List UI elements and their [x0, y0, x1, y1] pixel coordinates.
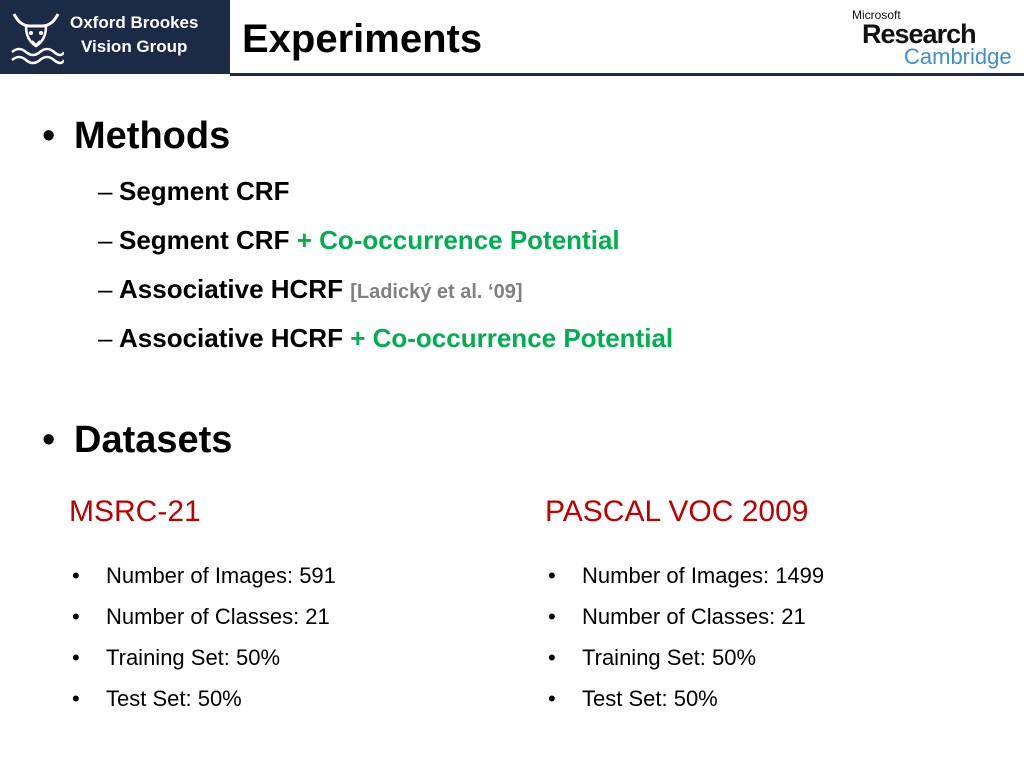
dash-icon: –: [98, 225, 113, 255]
group-logo-line1: Oxford Brookes: [70, 13, 199, 32]
slide-header: [0, 0, 1024, 78]
method-item: [98, 224, 620, 256]
bullet-dot-icon: •: [72, 604, 80, 629]
dataset-title-pascal: PASCAL VOC 2009: [545, 495, 809, 528]
datasets-heading: [42, 418, 232, 462]
dataset-stat-text: Test Set: 50%: [582, 686, 718, 711]
dataset-stat-text: Number of Images: 1499: [582, 563, 825, 588]
dataset-stats-msrc: [72, 563, 492, 727]
dataset-stat: [548, 686, 988, 727]
dataset-stat: [72, 686, 492, 727]
dataset-stat: [548, 645, 988, 686]
bullet-dot-icon: •: [42, 419, 56, 461]
method-item: [98, 273, 523, 308]
method-item-extra: + Co-occurrence Potential: [296, 225, 620, 255]
oxford-brookes-logo: [0, 0, 230, 74]
ox-head-icon: [8, 6, 64, 68]
ms-logo-small-text: Microsoft: [852, 8, 901, 22]
dataset-stat-text: Test Set: 50%: [106, 686, 242, 711]
dataset-stat-text: Training Set: 50%: [582, 645, 757, 670]
dash-icon: –: [98, 323, 113, 353]
dash-icon: –: [98, 274, 113, 304]
ms-logo-main-text: Research: [862, 19, 976, 49]
dataset-stat-text: Training Set: 50%: [106, 645, 281, 670]
bullet-dot-icon: •: [72, 563, 80, 588]
method-item-extra: + Co-occurrence Potential: [350, 323, 674, 353]
dataset-stat: [548, 563, 988, 604]
page-title: Experiments: [242, 17, 483, 61]
method-item-label: Associative HCRF: [119, 323, 343, 353]
dataset-stat: [72, 563, 492, 604]
header-divider: [230, 73, 1024, 76]
bullet-dot-icon: •: [42, 115, 56, 157]
dataset-stat-text: Number of Images: 591: [106, 563, 336, 588]
dataset-stats-pascal: [548, 563, 988, 727]
dataset-stat-text: Number of Classes: 21: [582, 604, 806, 629]
method-item-label: Segment CRF: [119, 176, 290, 206]
bullet-dot-icon: •: [548, 686, 556, 711]
dash-icon: –: [98, 176, 113, 206]
dataset-stat: [72, 645, 492, 686]
dataset-stat: [548, 604, 988, 645]
bullet-dot-icon: •: [548, 563, 556, 588]
ms-logo-sub-text: Cambridge: [904, 44, 1012, 69]
group-logo-text: [70, 11, 228, 59]
dataset-stat-text: Number of Classes: 21: [106, 604, 330, 629]
bullet-dot-icon: •: [548, 645, 556, 670]
method-item-label: Associative HCRF: [119, 274, 343, 304]
method-item: [98, 175, 289, 207]
method-item: [98, 322, 673, 354]
method-item-label: Segment CRF: [119, 225, 290, 255]
methods-heading-label: Methods: [74, 115, 231, 157]
group-logo-line2: Vision Group: [81, 37, 188, 56]
microsoft-research-cambridge-logo: [852, 8, 1016, 72]
dataset-stat: [72, 604, 492, 645]
dataset-title-msrc: MSRC-21: [69, 495, 201, 528]
method-item-citation: [Ladický et al. ‘09]: [350, 281, 523, 303]
bullet-dot-icon: •: [72, 645, 80, 670]
methods-heading: [42, 114, 230, 158]
bullet-dot-icon: •: [72, 686, 80, 711]
bullet-dot-icon: •: [548, 604, 556, 629]
datasets-heading-label: Datasets: [74, 419, 233, 461]
